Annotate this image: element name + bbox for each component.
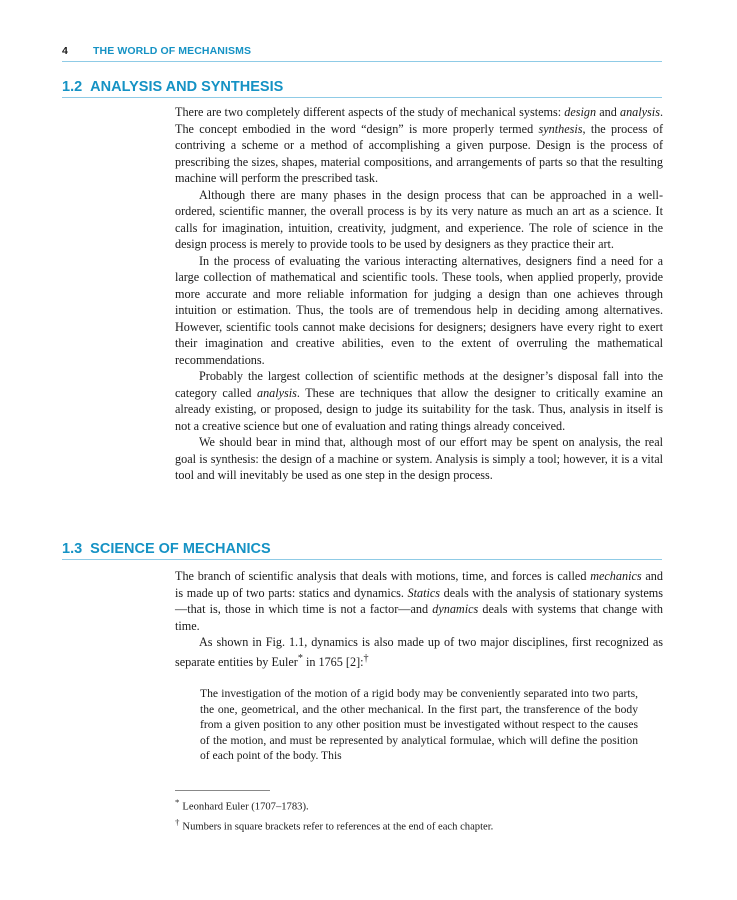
emphasis: mechanics (590, 569, 642, 583)
text-run: deals with systems that change with time. (175, 602, 663, 633)
section-number: 1.2 (62, 79, 83, 95)
paragraph (175, 253, 663, 369)
running-title: THE WORLD OF MECHANISMS (93, 45, 252, 57)
text-run: Probably the largest collection of scientific methods at the designer’s disposal fall into the category called (175, 369, 663, 400)
text-run: and (596, 105, 620, 119)
paragraph (175, 634, 663, 670)
section-title: SCIENCE OF MECHANICS (90, 541, 271, 557)
footnote-text: Leonhard Euler (1707–1783). (182, 801, 309, 813)
paragraph (175, 568, 663, 634)
text-run: , the process of contriving a scheme or a method of accomplishing a given purpose. Design is the process of prescribing the sizes, shapes, material compositions, and arrangements of parts so that the resulting machine will perform the prescribed task. (175, 121, 663, 185)
footnote-rule (175, 790, 270, 791)
footnote (175, 795, 663, 815)
emphasis: Statics (407, 585, 441, 600)
text-run: We should bear in mind that, although most of our effort may be spent on analysis, the real goal is synthesis: the design of a machine or system. Analysis is simply a tool; however, it is a vital tool and will inevitably be used as one step in the design process. (175, 435, 663, 482)
footnote (175, 815, 663, 835)
section-number: 1.3 (62, 541, 83, 557)
text-run: and is made up of two parts: statics and dynamics. (175, 569, 663, 600)
text-run: There are two completely different aspects of the study of mechanical systems: (175, 105, 565, 119)
emphasis: dynamics (432, 602, 479, 616)
paragraph (175, 104, 663, 187)
text-run: As shown in Fig. 1.1, dynamics is also made up of two major disciplines, first recognized as separate entities by Euler (175, 635, 663, 669)
footnote-text: Numbers in square brackets refer to references at the end of each chapter. (182, 821, 494, 833)
running-head (62, 45, 662, 61)
section-title: ANALYSIS AND SYNTHESIS (90, 79, 284, 95)
text-run: The branch of scientific analysis that deals with motions, time, and forces is called (175, 569, 591, 583)
emphasis: design (564, 105, 597, 119)
text-run: Although there are many phases in the design process that can be approached in a well-ordered, scientific manner, the overall process is by its very nature as much an art as a science. It calls for imagination, intuition, creativity, judgment, and experience. The role of science in the design process is merely to provide tools to be used by designers as they practice their art. (175, 187, 663, 251)
section-rule (62, 97, 662, 98)
footnotes (175, 795, 663, 834)
block-quote (200, 686, 638, 764)
section-1-2-body (175, 104, 663, 484)
emphasis: analysis (256, 385, 297, 400)
page-number: 4 (62, 45, 68, 57)
header-rule (62, 61, 662, 62)
text-run: in 1765 [2]: (302, 654, 364, 669)
text-run: In the process of evaluating the various interacting alternatives, designers find a need for a large collection of mathematical and scientific tools. These tools, when applied properly, provide more accurate and more reliable information for judging a design than one achieves through intuition or estimation. Thus, the tools are of tremendous help in deciding among alternatives. However, scientific tools cannot make decisions for designers; designers have every right to exert their imagination and creative abilities, even to the extent of overruling the mathematical recommendations. (175, 253, 663, 367)
footnote-ref: * (297, 652, 303, 664)
paragraph (175, 187, 663, 253)
section-heading-1-3 (62, 541, 662, 561)
quote-text: The investigation of the motion of a rigid body may be conveniently separated into two parts, the one, geometrical, and the other mechanical. In the first part, the transference of the body from a given position to any other position must be investigated without respect to the causes of the motion, and must be represented by analytical formulae, which will define the position of each point of the body. This (200, 687, 638, 763)
paragraph (175, 434, 663, 484)
section-heading-1-2 (62, 79, 662, 99)
paragraph (175, 368, 663, 434)
section-rule (62, 559, 662, 560)
section-1-3-body (175, 568, 663, 670)
text-run: . The concept embodied in the word “design” is more properly termed (175, 105, 663, 136)
footnote-mark: † (175, 816, 180, 827)
footnote-ref: † (363, 652, 369, 664)
emphasis: analysis (619, 105, 660, 119)
emphasis: synthesis (538, 121, 583, 136)
footnote-mark: * (175, 797, 180, 807)
text-run: . These are techniques that allow the designer to critically examine an already existing, or proposed, design to judge its suitability for the task. Thus, analysis in itself is not a creative science but one of evaluation and rating things already conceived. (175, 385, 663, 433)
text-run: deals with the analysis of stationary systems—that is, those in which time is not a factor—and (175, 585, 663, 616)
